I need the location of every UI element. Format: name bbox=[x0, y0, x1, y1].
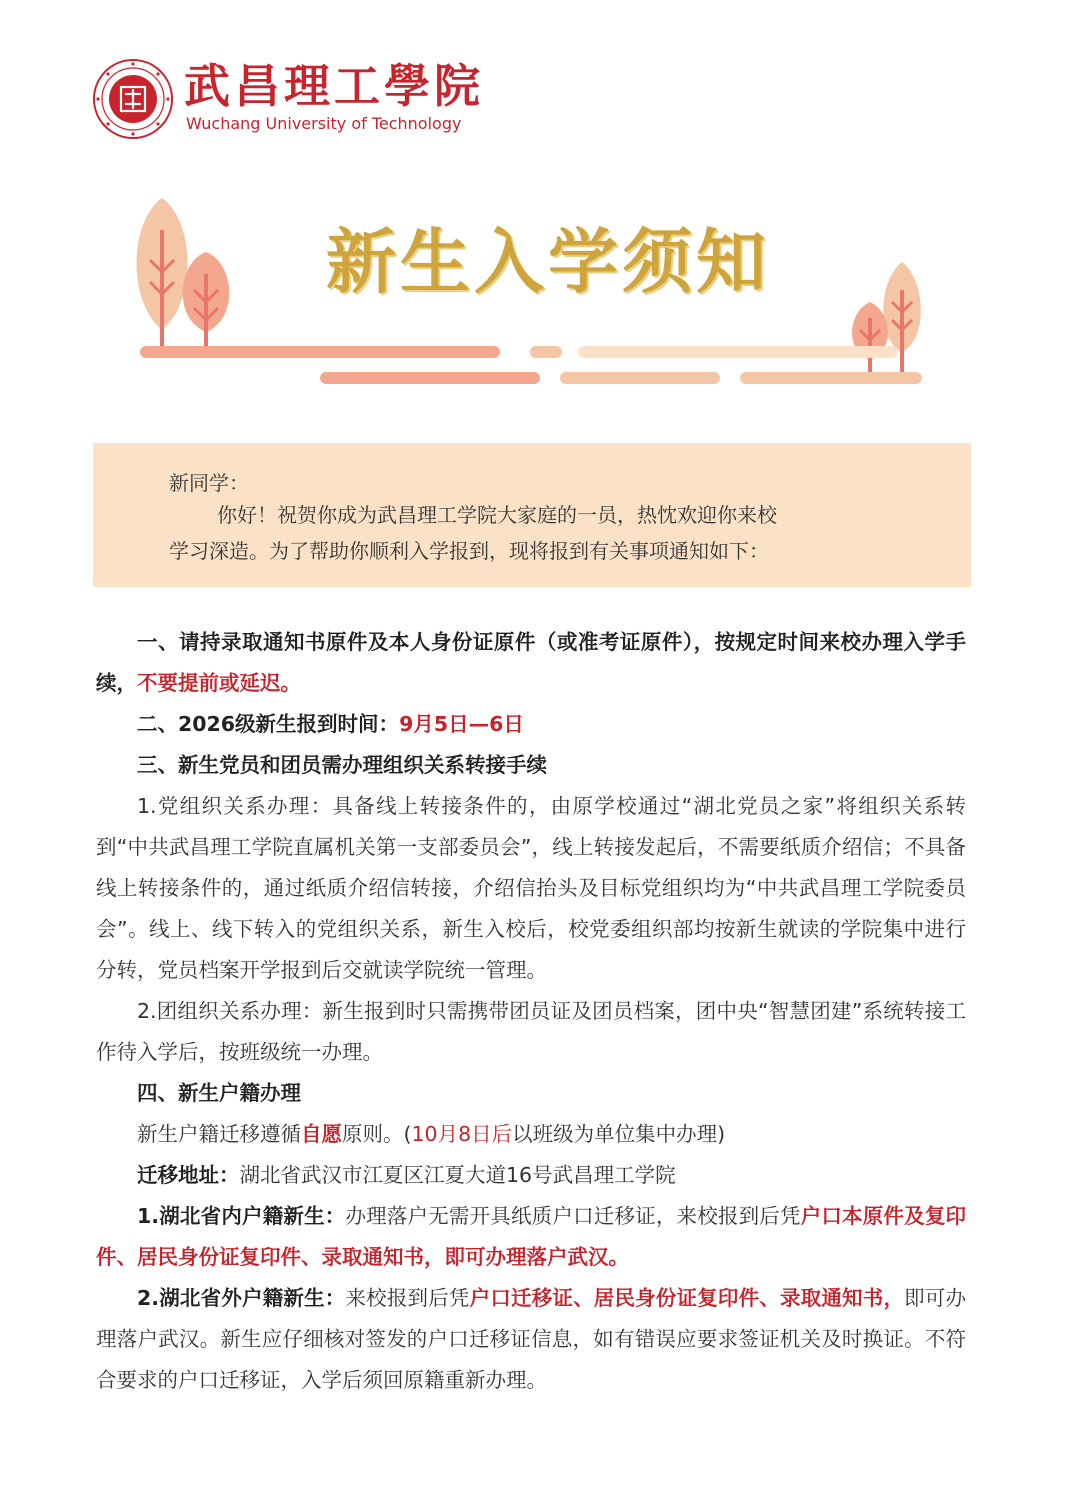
banner-title: 新生入学须知 bbox=[326, 221, 770, 303]
section-3-league: 2.团组织关系办理：新生报到时只需携带团员证及团员档案，团中央“智慧团建”系统转接工作待入学后，按班级统一办理。 bbox=[96, 999, 966, 1064]
university-name-cn: 武昌理工學院 bbox=[184, 59, 484, 113]
tree-icon bbox=[852, 302, 888, 376]
section-2 bbox=[96, 704, 966, 745]
section-2-highlight: 9月5日—6日 bbox=[399, 712, 524, 736]
section-4-out-province bbox=[96, 1278, 966, 1401]
address-label: 迁移地址： bbox=[137, 1163, 240, 1187]
date-highlight: 10月8日后 bbox=[411, 1122, 513, 1146]
in-province-highlight: 户口本原件及复印件、居民身份证复印件、录取通知书，即可办理落户武汉。 bbox=[96, 1204, 967, 1269]
tree-icon bbox=[136, 198, 187, 358]
in-province-text: 办理落户无需开具纸质户口迁移证，来校报到后凭 bbox=[345, 1204, 801, 1228]
section-3-party: 1.党组织关系办理：具备线上转接条件的，由原学校通过“湖北党员之家”将组织关系转到“中共武昌理工学院直属机关第一支部委员会”，线上转接发起后，不需要纸质介绍信；不具备线上转接条件的，通过纸质介绍信转接，介绍信抬头及目标党组织均为“中共武昌理工学院委员会”。线上、线下转入的党组织关系，新生入校后，校党委组织部均按新生就读的学院集中进行分转，党员档案开学报到后交就读学院统一管理。 bbox=[96, 794, 966, 982]
in-province-label: 1.湖北省内户籍新生： bbox=[137, 1204, 346, 1228]
section-4-principle bbox=[96, 1114, 966, 1155]
principle-text-2: 原则。( bbox=[342, 1122, 412, 1146]
university-seal-icon bbox=[92, 58, 174, 140]
section-4-in-province bbox=[96, 1196, 966, 1278]
greeting-line-1: 你好！祝贺你成为武昌理工学院大家庭的一员，热忱欢迎你来校 bbox=[217, 503, 777, 527]
principle-text: 新生户籍迁移遵循 bbox=[137, 1122, 301, 1146]
principle-text-3: 以班级为单位集中办理) bbox=[512, 1122, 726, 1146]
out-province-text: 来校报到后凭 bbox=[345, 1286, 470, 1310]
out-province-rest: 即可办理落户武汉。新生应仔细核对签发的户口迁移证信息，如有错误应要求签证机关及时换证。不符合要求的户口迁移证，入学后须回原籍重新办理。 bbox=[96, 1286, 967, 1392]
greeting-line-2: 学习深造。为了帮助你顺利入学报到，现将报到有关事项通知如下： bbox=[169, 539, 769, 563]
section-2-text: 二、2026级新生报到时间： bbox=[137, 712, 400, 736]
tree-icon bbox=[183, 252, 230, 358]
section-1-text: 一、请持录取通知书原件及本人身份证原件（或准考证原件），按规定时间来校办理入学手续， bbox=[96, 630, 966, 695]
section-4-title: 四、新生户籍办理 bbox=[137, 1081, 301, 1105]
out-province-label: 2.湖北省外户籍新生： bbox=[137, 1286, 346, 1310]
greeting-salutation: 新同学： bbox=[169, 471, 249, 495]
notice-body bbox=[96, 622, 966, 1401]
section-1 bbox=[96, 622, 966, 704]
university-name-en: Wuchang University of Technology bbox=[186, 114, 462, 133]
section-1-highlight: 不要提前或延迟。 bbox=[137, 671, 301, 695]
section-3-title: 三、新生党员和团员需办理组织关系转接手续 bbox=[137, 753, 547, 777]
greeting-box bbox=[93, 443, 971, 587]
tree-icon bbox=[883, 262, 921, 376]
principle-highlight: 自愿 bbox=[301, 1122, 342, 1146]
university-logo bbox=[92, 58, 512, 148]
address-value: 湖北省武汉市江夏区江夏大道16号武昌理工学院 bbox=[239, 1163, 676, 1187]
out-province-highlight: 户口迁移证、居民身份证复印件、录取通知书， bbox=[469, 1286, 905, 1310]
section-4-address bbox=[96, 1155, 966, 1196]
